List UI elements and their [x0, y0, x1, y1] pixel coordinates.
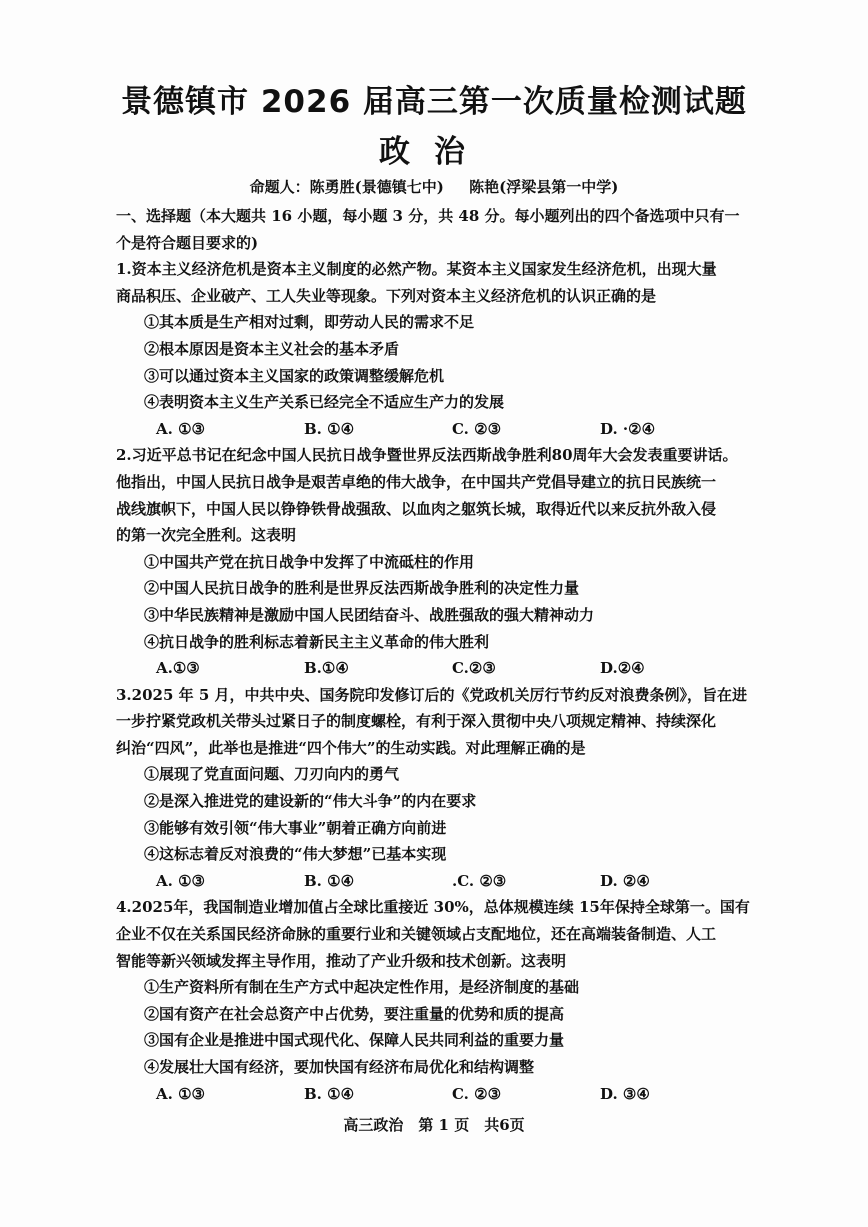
page-footer: 高三政治 第 1 页 共6页	[343, 1116, 525, 1134]
question-stem-line: 1.资本主义经济危机是资本主义制度的必然产物。某资本主义国家发生经济危机，出现大量	[116, 260, 717, 279]
choice-c: C. ②③	[452, 419, 502, 438]
statement-option: ②国有资产在社会总资产中占优势，要注重量的优势和质的提高	[144, 1004, 565, 1023]
author-2: 陈艳(浮梁县第一中学)	[469, 178, 619, 196]
choice-c: C.②③	[452, 659, 496, 678]
question-stem-line: 战线旗帜下，中国人民以铮铮铁骨战强敌、以血肉之躯筑长城，取得近代以来反抗外敌入侵	[116, 499, 717, 518]
statement-option: ③中华民族精神是激励中国人民团结奋斗、战胜强敌的强大精神动力	[144, 605, 595, 624]
statement-option: ③可以通过资本主义国家的政策调整缓解危机	[144, 366, 445, 385]
exam-subject: 政治	[379, 134, 489, 170]
choice-b: B. ①④	[304, 419, 355, 438]
statement-option: ①生产资料所有制在生产方式中起决定性作用，是经济制度的基础	[144, 978, 580, 997]
question-stem-line: 2.习近平总书记在纪念中国人民抗日战争暨世界反法西斯战争胜利80周年大会发表重要讲话。	[116, 446, 738, 465]
statement-option: ②是深入推进党的建设新的“伟大斗争”的内在要求	[144, 792, 477, 811]
choice-a: A.①③	[156, 659, 200, 678]
answer-choices	[116, 655, 810, 682]
question-stem-line: 商品积压、企业破产、工人失业等现象。下列对资本主义经济危机的认识正确的是	[116, 286, 657, 305]
question-stem-line: 企业不仅在关系国民经济命脉的重要行业和关键领域占支配地位，还在高端装备制造、人工	[116, 925, 717, 944]
question-stem-line: 的第一次完全胜利。这表明	[116, 526, 297, 545]
answer-choices	[116, 1081, 810, 1108]
answer-choices	[116, 416, 810, 443]
author-1: 命题人：陈勇胜(景德镇七中)	[249, 178, 444, 196]
choice-c: C. ②③	[452, 1084, 502, 1103]
choice-d: D. ③④	[600, 1084, 650, 1103]
question-stem-line: 3.2025 年 5 月，中共中央、国务院印发修订后的《党政机关厉行节约反对浪费条例》，旨在进	[116, 685, 748, 704]
choice-d: D. ·②④	[600, 419, 656, 438]
question-3	[116, 682, 810, 895]
statement-option: ④发展壮大国有经济，要加快国有经济布局优化和结构调整	[144, 1058, 535, 1076]
question-stem-line: 一步拧紧党政机关带头过紧日子的制度螺栓，有利于深入贯彻中央八项规定精神、持续深化	[116, 712, 717, 731]
statement-option: ③能够有效引领“伟大事业”朝着正确方向前进	[144, 818, 447, 837]
answer-choices	[116, 868, 810, 895]
statement-option: ④这标志着反对浪费的“伟大梦想”已基本实现	[144, 845, 447, 864]
statement-option: ②根本原因是资本主义社会的基本矛盾	[144, 339, 400, 358]
section-heading-line-2: 个是符合题目要求的)	[116, 233, 259, 252]
choice-d: D.②④	[600, 659, 645, 678]
choice-a: A. ①③	[156, 871, 205, 890]
statement-option: ②中国人民抗日战争的胜利是世界反法西斯战争胜利的决定性力量	[144, 579, 580, 598]
statement-option: ①其本质是生产相对过剩，即劳动人民的需求不足	[144, 313, 475, 332]
question-stem-line: 智能等新兴领域发挥主导作用，推动了产业升级和技术创新。这表明	[116, 951, 567, 970]
exam-title: 景德镇市 2026 届高三第一次质量检测试题	[121, 84, 747, 120]
author-line	[0, 176, 868, 197]
statement-option: ④抗日战争的胜利标志着新民主主义革命的伟大胜利	[144, 632, 490, 651]
section-heading-line-1: 一、选择题（本大题共 16 小题，每小题 3 分，共 48 分。每小题列出的四个备选项中只有一	[116, 207, 740, 225]
choice-b: B. ①④	[304, 1084, 355, 1103]
question-1	[116, 256, 810, 442]
choice-c: .C. ②③	[452, 871, 507, 890]
statement-option: ①展现了党直面问题、刀刃向内的勇气	[144, 765, 400, 784]
choice-d: D. ②④	[600, 871, 650, 890]
exam-content	[116, 203, 810, 1107]
question-4	[116, 894, 810, 1107]
choice-b: B.①④	[304, 659, 349, 678]
question-stem-line: 4.2025年，我国制造业增加值占全球比重接近 30%，总体规模连续 15年保持全球第一。国有	[116, 898, 750, 917]
choice-a: A. ①③	[156, 1084, 205, 1103]
statement-option: ③国有企业是推进中国式现代化、保障人民共同利益的重要力量	[144, 1031, 565, 1050]
question-stem-line: 他指出，中国人民抗日战争是艰苦卓绝的伟大战争，在中国共产党倡导建立的抗日民族统一	[116, 472, 717, 491]
statement-option: ①中国共产党在抗日战争中发挥了中流砥柱的作用	[144, 552, 475, 571]
question-2	[116, 442, 810, 681]
choice-a: A. ①③	[156, 419, 205, 438]
choice-b: B. ①④	[304, 871, 355, 890]
question-stem-line: 纠治“四风”，此举也是推进“四个伟大”的生动实践。对此理解正确的是	[116, 738, 586, 757]
statement-option: ④表明资本主义生产关系已经完全不适应生产力的发展	[144, 393, 505, 412]
